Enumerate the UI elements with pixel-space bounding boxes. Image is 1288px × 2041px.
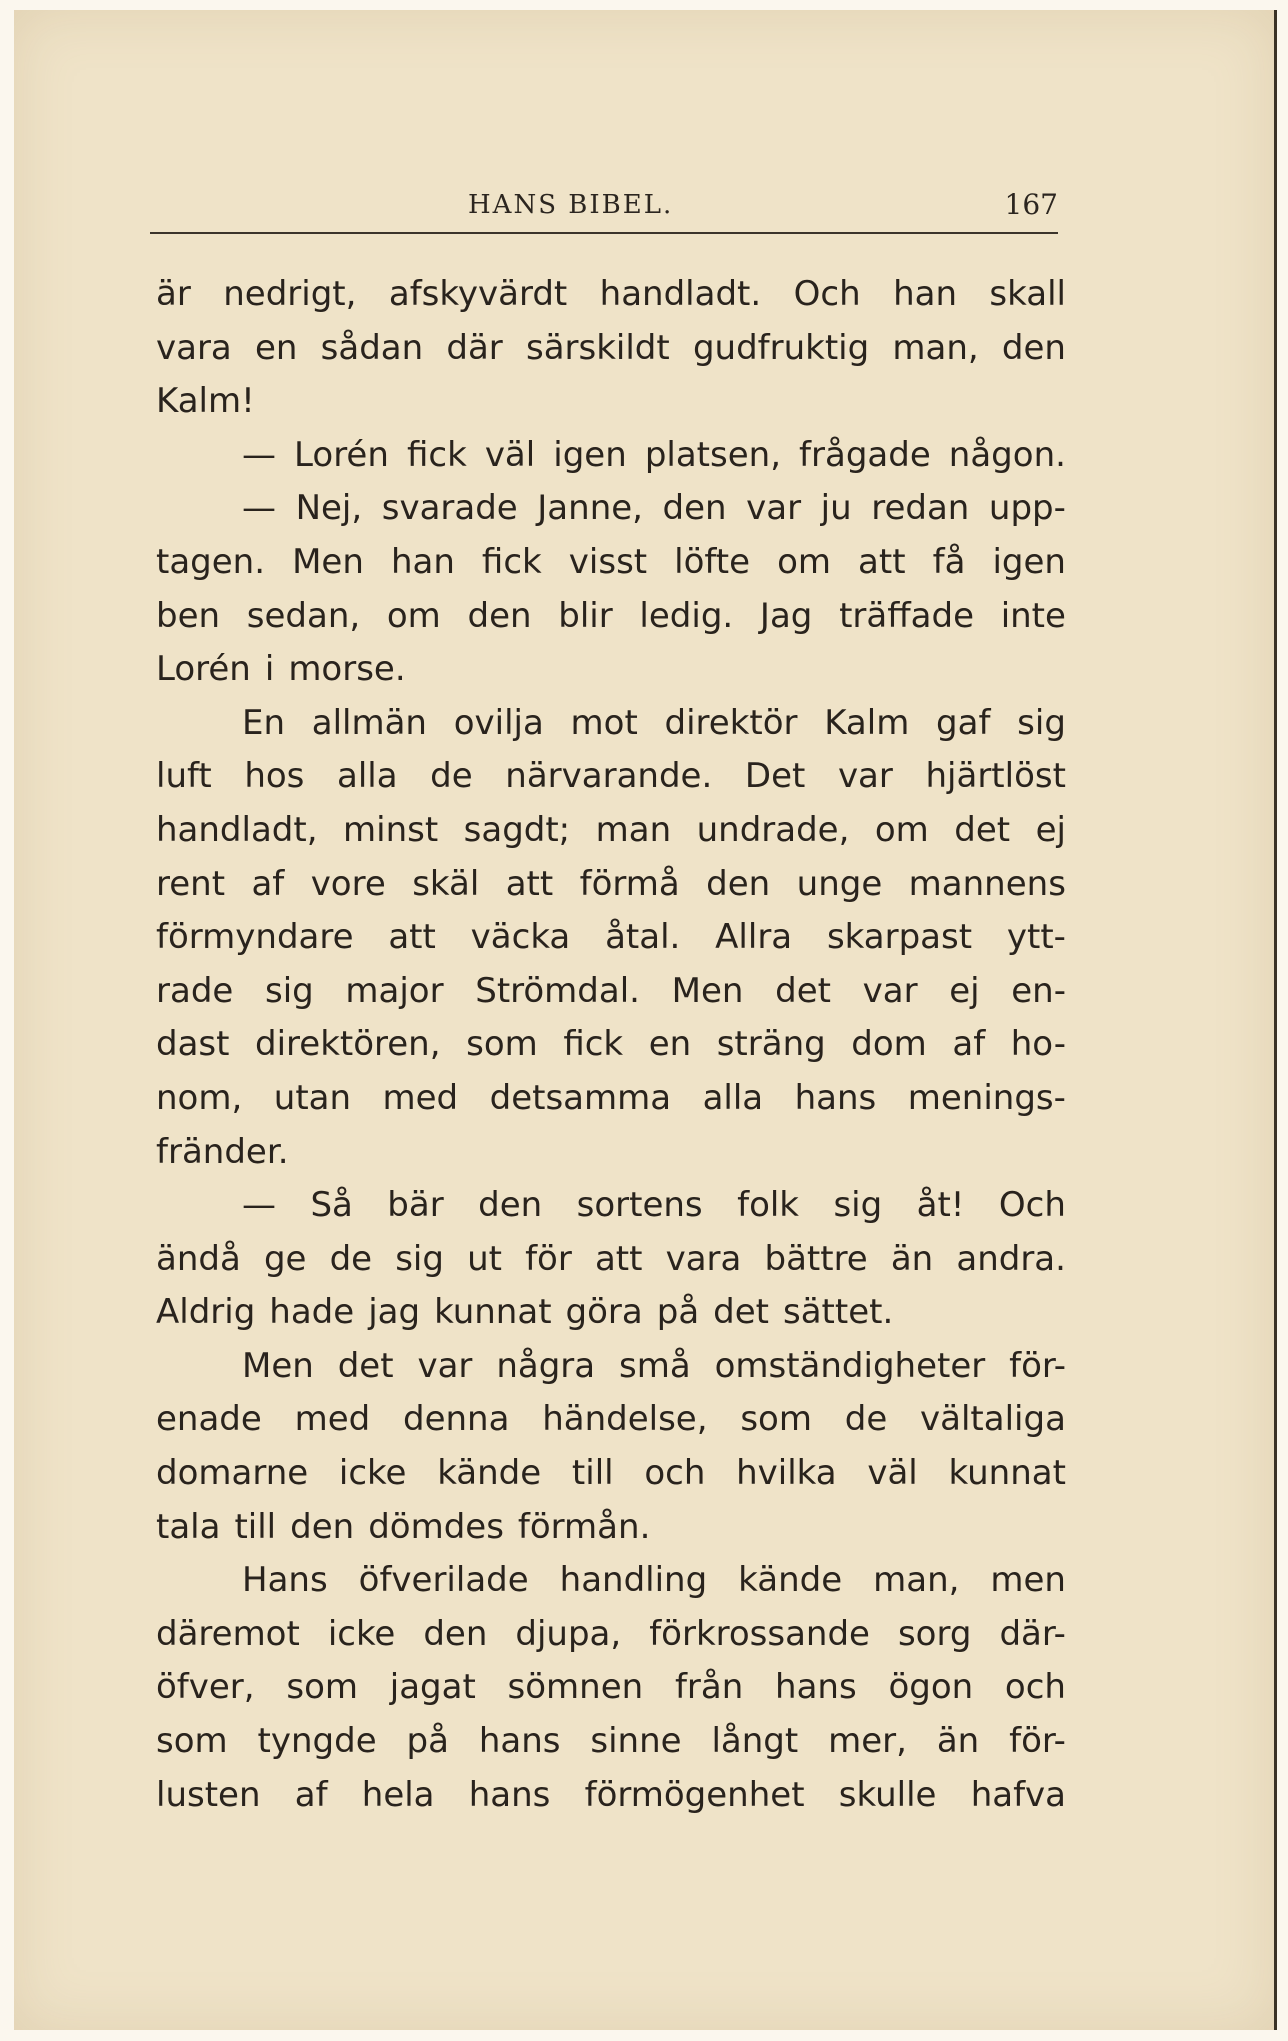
- text-line: — Lorén fick väl igen platsen, frågade någon.: [242, 434, 1066, 475]
- text-line: däremot icke den djupa, förkrossande sorg där-: [156, 1613, 1066, 1654]
- text-line: Men det var några små omständigheter för-: [242, 1345, 1066, 1386]
- text-line: förmyndare att väcka åtal. Allra skarpast ytt-: [156, 917, 1066, 958]
- text-line: nom, utan med detsamma alla hans menings-: [156, 1077, 1066, 1118]
- text-line: tala till den dömdes förmån.: [156, 1506, 651, 1547]
- text-line: enade med denna händelse, som de vältaliga: [156, 1399, 1066, 1440]
- text-line: tagen. Men han fick visst löfte om att få igen: [156, 541, 1066, 582]
- text-line: som tyngde på hans sinne långt mer, än för-: [156, 1721, 1066, 1762]
- text-line: ben sedan, om den blir ledig. Jag träffade inte: [156, 595, 1066, 636]
- text-line: rent af vore skäl att förmå den unge mannens: [156, 863, 1066, 904]
- text-line: Hans öfverilade handling kände man, men: [242, 1560, 1066, 1601]
- text-line: Lorén i morse.: [156, 649, 406, 690]
- text-line: fränder.: [156, 1131, 289, 1172]
- text-line: Aldrig hade jag kunnat göra på det sättet.: [156, 1292, 894, 1333]
- text-line: domarne icke kände till och hvilka väl kunnat: [156, 1453, 1066, 1494]
- text-line: handladt, minst sagdt; man undrade, om det ej: [156, 809, 1066, 850]
- page-number: 167: [1004, 188, 1058, 221]
- text-line: ändå ge de sig ut för att vara bättre än andra.: [156, 1238, 1066, 1279]
- text-line: En allmän ovilja mot direktör Kalm gaf sig: [242, 702, 1066, 743]
- text-line: luft hos alla de närvarande. Det var hjärtlöst: [156, 756, 1066, 797]
- text-line: öfver, som jagat sömnen från hans ögon och: [156, 1667, 1066, 1708]
- text-line: — Nej, svarade Janne, den var ju redan upp-: [242, 488, 1066, 529]
- body-text: [156, 268, 1066, 1822]
- text-line: lusten af hela hans förmögenhet skulle hafva: [156, 1774, 1066, 1815]
- page-header: [150, 186, 1058, 232]
- text-line: är nedrigt, afskyvärdt handladt. Och han skall: [156, 274, 1066, 314]
- running-title: HANS BIBEL.: [468, 190, 674, 220]
- text-line: — Så bär den sortens folk sig åt! Och: [242, 1185, 1066, 1226]
- text-line: rade sig major Strömdal. Men det var ej en-: [156, 970, 1066, 1011]
- text-line: vara en sådan där särskildt gudfruktig man, den: [156, 327, 1066, 368]
- header-rule: [150, 232, 1058, 234]
- text-line: Kalm!: [156, 381, 255, 422]
- text-line: dast direktören, som fick en sträng dom af ho-: [156, 1024, 1066, 1065]
